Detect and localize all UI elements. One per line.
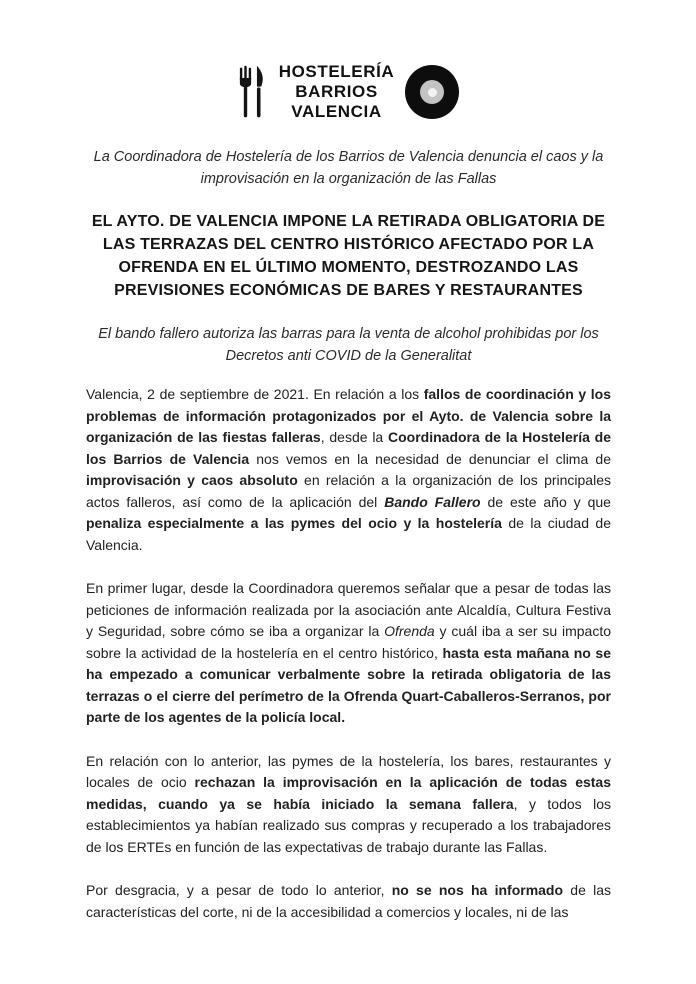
- vinyl-record-icon: [405, 65, 459, 119]
- logo: [86, 62, 611, 122]
- paragraph-2: En primer lugar, desde la Coordinadora queremos señalar que a pesar de todas las peticiones de información realizada por la asociación ante Alcaldía, Cultura Festiva y Seguridad, sobre cómo se iba a organizar la Ofrenda y cuál iba a ser su impacto sobre la actividad de la hostelería en el centro histórico, hasta esta mañana no se ha empezado a comunicar verbalmente sobre la retirada obligatoria de las terrazas o el cierre del perímetro de la Ofrenda Quart-Caballeros-Serranos, por parte de los agentes de la policía local.: [86, 580, 615, 725]
- paragraph-1: Valencia, 2 de septiembre de 2021. En relación a los fallos de coordinación y los problemas de información protagonizados por el Ayto. de Valencia sobre la organización de las fiestas falleras, desde la Coordinadora de la Hostelería de los Barrios de Valencia nos vemos en la necesidad de denunciar el clima de improvisación y caos absoluto en relación a la organización de los principales actos falleros, así como de la aplicación del Bando Fallero de este año y que penaliza especialmente a las pymes del ocio y la hostelería de la ciudad de Valencia.: [86, 386, 615, 553]
- vinyl-record-hole: [428, 88, 437, 97]
- logo-line-3: VALENCIA: [291, 102, 382, 121]
- body-paragraphs: [86, 384, 615, 923]
- logo-line-2: BARRIOS: [295, 82, 378, 101]
- lede-text: La Coordinadora de Hostelería de los Barrios de Valencia denuncia el caos y la improvisación en la organización de las Fallas: [93, 149, 604, 187]
- headline: EL AYTO. DE VALENCIA IMPONE LA RETIRADA OBLIGATORIA DE LAS TERRAZAS DEL CENTRO HISTÓRICO AFECTADO POR LA OFRENDA EN EL ÚLTIMO MOMENTO, DESTROZANDO LAS PREVISIONES ECONÓMICAS DE BARES Y RESTAURANTES: [91, 213, 606, 299]
- vinyl-record-label: [420, 80, 444, 104]
- logo-line-1: HOSTELERÍA: [278, 62, 395, 81]
- logo-text: [279, 62, 395, 122]
- paragraph-4: Por desgracia, y a pesar de todo lo anterior, no se nos ha informado de las características del corte, ni de la accesibilidad a comercios y locales, ni de las: [86, 882, 615, 920]
- paragraph-3: En relación con lo anterior, las pymes de la hostelería, los bares, restaurantes y locales de ocio rechazan la improvisación en la aplicación de todas estas medidas, cuando ya se había iniciado la semana fallera, y todos los establecimientos ya habían realizado sus compras y recuperado a los trabajadores de los ERTEs en función de las expectativas de trabajo durante las Fallas.: [86, 752, 615, 855]
- fork-knife-icon: [238, 64, 268, 120]
- subhead-text: El bando fallero autoriza las barras para la venta de alcohol prohibidas por los Decretos anti COVID de la Generalitat: [98, 326, 599, 364]
